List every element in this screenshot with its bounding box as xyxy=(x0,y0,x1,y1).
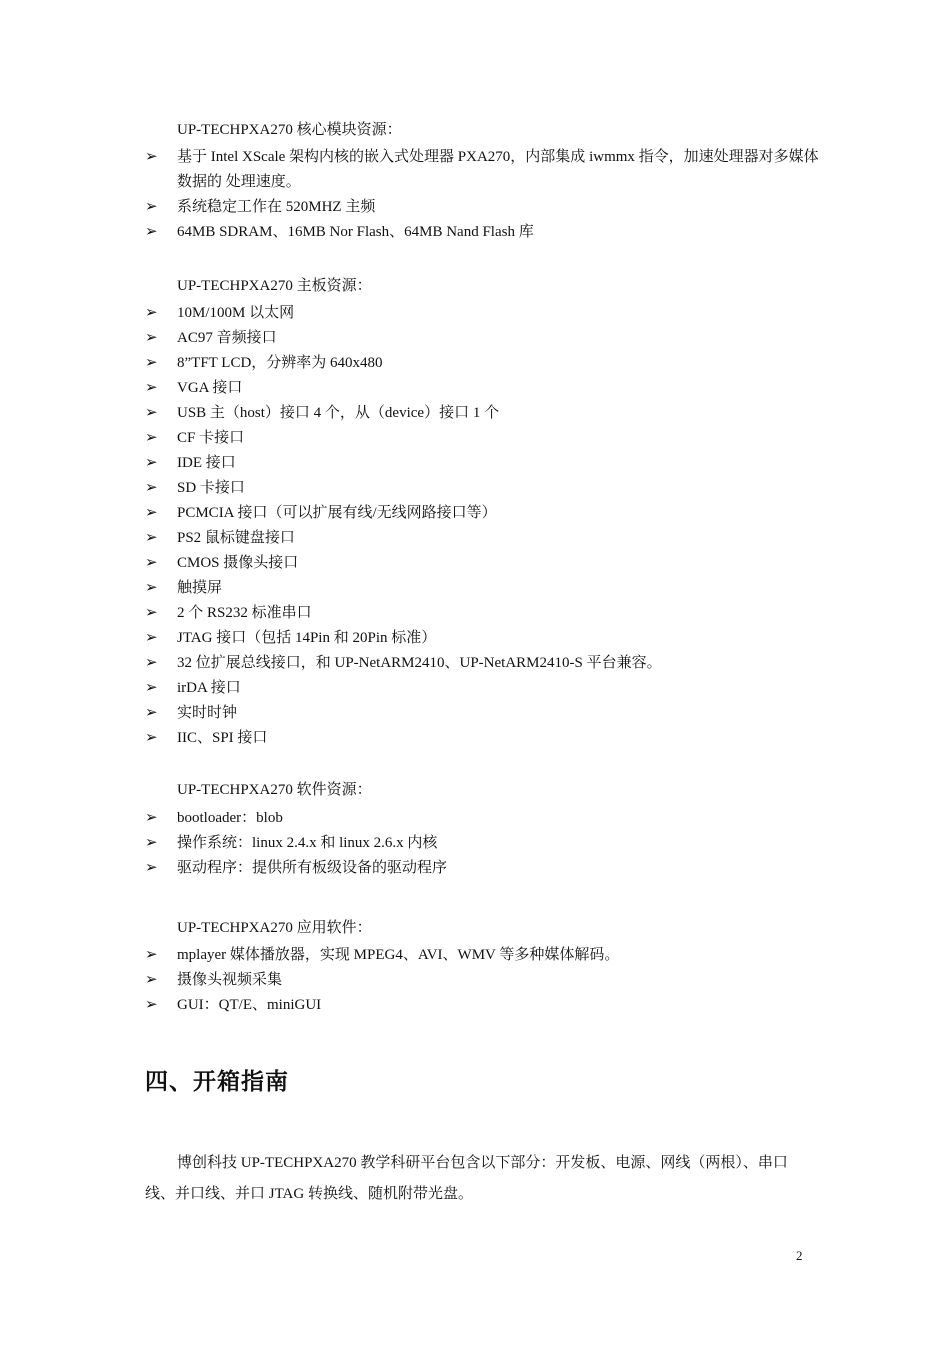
list-item: ➢ 32 位扩展总线接口，和 UP-NetARM2410、UP-NetARM2410-S 平台兼容。 xyxy=(145,651,825,676)
applications-title: UP-TECHPXA270 应用软件： xyxy=(177,920,372,936)
bullet-arrow-icon: ➢ xyxy=(145,860,158,876)
list-item: ➢ SD 卡接口 xyxy=(145,476,825,501)
list-item: ➢ AC97 音频接口 xyxy=(145,326,825,351)
bullet-arrow-icon: ➢ xyxy=(145,149,158,165)
bullet-arrow-icon: ➢ xyxy=(145,455,158,471)
applications-list xyxy=(145,943,825,1018)
bullet-arrow-icon: ➢ xyxy=(145,430,158,446)
bullet-arrow-icon: ➢ xyxy=(145,555,158,571)
list-item: ➢ 驱动程序：提供所有板级设备的驱动程序 xyxy=(145,856,825,881)
list-item: ➢ USB 主（host）接口 4 个，从（device）接口 1 个 xyxy=(145,401,825,426)
bullet-arrow-icon: ➢ xyxy=(145,305,158,321)
list-item: ➢ PCMCIA 接口（可以扩展有线/无线网路接口等） xyxy=(145,501,825,526)
bullet-arrow-icon: ➢ xyxy=(145,605,158,621)
bullet-arrow-icon: ➢ xyxy=(145,997,158,1013)
mainboard-title: UP-TECHPXA270 主板资源： xyxy=(177,278,372,294)
list-item: ➢ 操作系统：linux 2.4.x 和 linux 2.6.x 内核 xyxy=(145,831,825,856)
list-item: ➢ 系统稳定工作在 520MHZ 主频 xyxy=(145,195,825,220)
list-item: ➢ 摄像头视频采集 xyxy=(145,968,825,993)
bullet-arrow-icon: ➢ xyxy=(145,972,158,988)
bullet-arrow-icon: ➢ xyxy=(145,330,158,346)
body-paragraph: 博创科技 UP-TECHPXA270 教学科研平台包含以下部分：开发板、电源、网线（两根）、串口线、并口线、并口 JTAG 转换线、随机附带光盘。 xyxy=(145,1155,788,1202)
list-item: ➢ 实时时钟 xyxy=(145,701,825,726)
bullet-arrow-icon: ➢ xyxy=(145,580,158,596)
bullet-arrow-icon: ➢ xyxy=(145,505,158,521)
list-item: ➢ 2 个 RS232 标准串口 xyxy=(145,601,825,626)
section-heading: 四、开箱指南 xyxy=(145,1069,289,1095)
bullet-arrow-icon: ➢ xyxy=(145,480,158,496)
bullet-arrow-icon: ➢ xyxy=(145,705,158,721)
list-item: ➢ 64MB SDRAM、16MB Nor Flash、64MB Nand Flash 库 xyxy=(145,220,825,245)
bullet-arrow-icon: ➢ xyxy=(145,380,158,396)
list-item: ➢ 触摸屏 xyxy=(145,576,825,601)
bullet-arrow-icon: ➢ xyxy=(145,680,158,696)
bullet-arrow-icon: ➢ xyxy=(145,199,158,215)
bullet-arrow-icon: ➢ xyxy=(145,405,158,421)
list-item: ➢ 8”TFT LCD，分辨率为 640x480 xyxy=(145,351,825,376)
bullet-arrow-icon: ➢ xyxy=(145,355,158,371)
list-item: ➢ GUI：QT/E、miniGUI xyxy=(145,993,825,1018)
mainboard-list xyxy=(145,301,825,751)
bullet-arrow-icon: ➢ xyxy=(145,835,158,851)
list-item: ➢ irDA 接口 xyxy=(145,676,825,701)
list-item: ➢ JTAG 接口（包括 14Pin 和 20Pin 标准） xyxy=(145,626,825,651)
list-item: ➢ CF 卡接口 xyxy=(145,426,825,451)
list-item: ➢ IIC、SPI 接口 xyxy=(145,726,825,751)
bullet-arrow-icon: ➢ xyxy=(145,630,158,646)
bullet-arrow-icon: ➢ xyxy=(145,810,158,826)
list-item: ➢ bootloader：blob xyxy=(145,806,825,831)
list-item: ➢ IDE 接口 xyxy=(145,451,825,476)
list-item: ➢ 基于 Intel XScale 架构内核的嵌入式处理器 PXA270，内部集成 iwmmx 指令，加速处理器对多媒体数据的 处理速度。 xyxy=(145,145,825,195)
page-number: 2 xyxy=(796,1248,803,1263)
software-list xyxy=(145,806,825,881)
list-item: ➢ PS2 鼠标键盘接口 xyxy=(145,526,825,551)
bullet-arrow-icon: ➢ xyxy=(145,655,158,671)
bullet-arrow-icon: ➢ xyxy=(145,947,158,963)
software-title: UP-TECHPXA270 软件资源： xyxy=(177,782,372,798)
bullet-arrow-icon: ➢ xyxy=(145,730,158,746)
core-module-title: UP-TECHPXA270 核心模块资源： xyxy=(177,122,402,138)
bullet-arrow-icon: ➢ xyxy=(145,530,158,546)
list-item: ➢ mplayer 媒体播放器，实现 MPEG4、AVI、WMV 等多种媒体解码。 xyxy=(145,943,825,968)
list-item: ➢ CMOS 摄像头接口 xyxy=(145,551,825,576)
core-module-list xyxy=(145,145,825,245)
bullet-arrow-icon: ➢ xyxy=(145,224,158,240)
list-item: ➢ VGA 接口 xyxy=(145,376,825,401)
list-item: ➢ 10M/100M 以太网 xyxy=(145,301,825,326)
